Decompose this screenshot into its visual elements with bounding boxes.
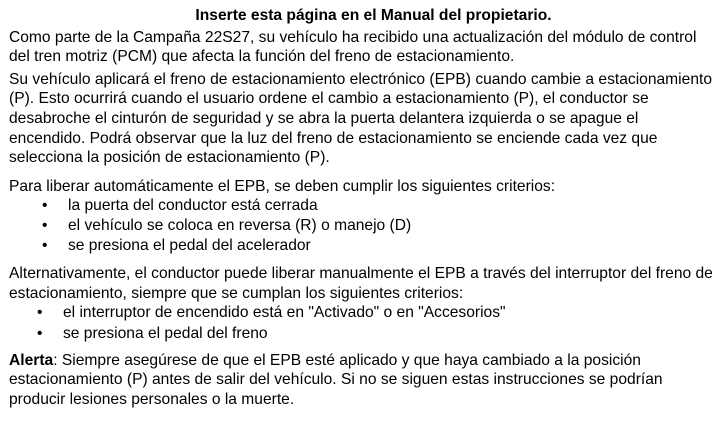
list-item: • el interruptor de encendido está en "Activado" o en "Accesorios" (37, 304, 506, 322)
list-item: • se presiona el pedal del freno (37, 324, 268, 342)
list-item: • la puerta del conductor está cerrada (42, 197, 318, 215)
epb-description-paragraph: Su vehículo aplicará el freno de estacionamiento electrónico (EPB) cuando cambie a estacionamiento (P). Esto ocurrirá cuando el usuario ordene el cambio a estacionamiento (P), el conductor se desabroche el cinturón de seguridad y se abra la puerta delantera izquierda o se apague el encendido. Podrá observar que la luz del freno de estacionamiento se enciende cada vez que selecciona la posición de estacionamiento (P). (9, 70, 712, 167)
auto-release-intro: Para liberar automáticamente el EPB, se deben cumplir los siguientes criterios: (9, 177, 556, 195)
alert-text: : Siempre asegúrese de que el EPB esté aplicado y que haya cambiado a la posición estacionamiento (P) antes de salir del vehículo. Si no se siguen estas instrucciones se podrían producir lesiones personales o la muerte. (9, 351, 663, 408)
manual-release-criteria-list (9, 303, 714, 343)
alert-paragraph (9, 351, 714, 410)
auto-release-criteria-list (9, 196, 714, 255)
intro-paragraph: Como parte de la Campaña 22S27, su vehículo ha recibido una actualización del módulo de control del tren motriz (PCM) que afecta la función del freno de estacionamiento. (9, 28, 697, 66)
bullet-icon: • (42, 216, 48, 234)
bullet-icon: • (37, 304, 43, 322)
page-title: Inserte esta página en el Manual del propietario. (195, 7, 552, 24)
bullet-icon: • (42, 197, 48, 215)
bullet-icon: • (37, 324, 43, 342)
list-item: • se presiona el pedal del acelerador (42, 236, 311, 254)
bullet-icon: • (42, 236, 48, 254)
list-item: • el vehículo se coloca en reversa (R) o manejo (D) (42, 216, 412, 234)
alert-label: Alerta (9, 351, 54, 369)
manual-release-intro: Alternativamente, el conductor puede liberar manualmente el EPB a través del interruptor del freno de estacionamiento, siempre que se cumplan los siguientes criterios: (9, 265, 713, 302)
